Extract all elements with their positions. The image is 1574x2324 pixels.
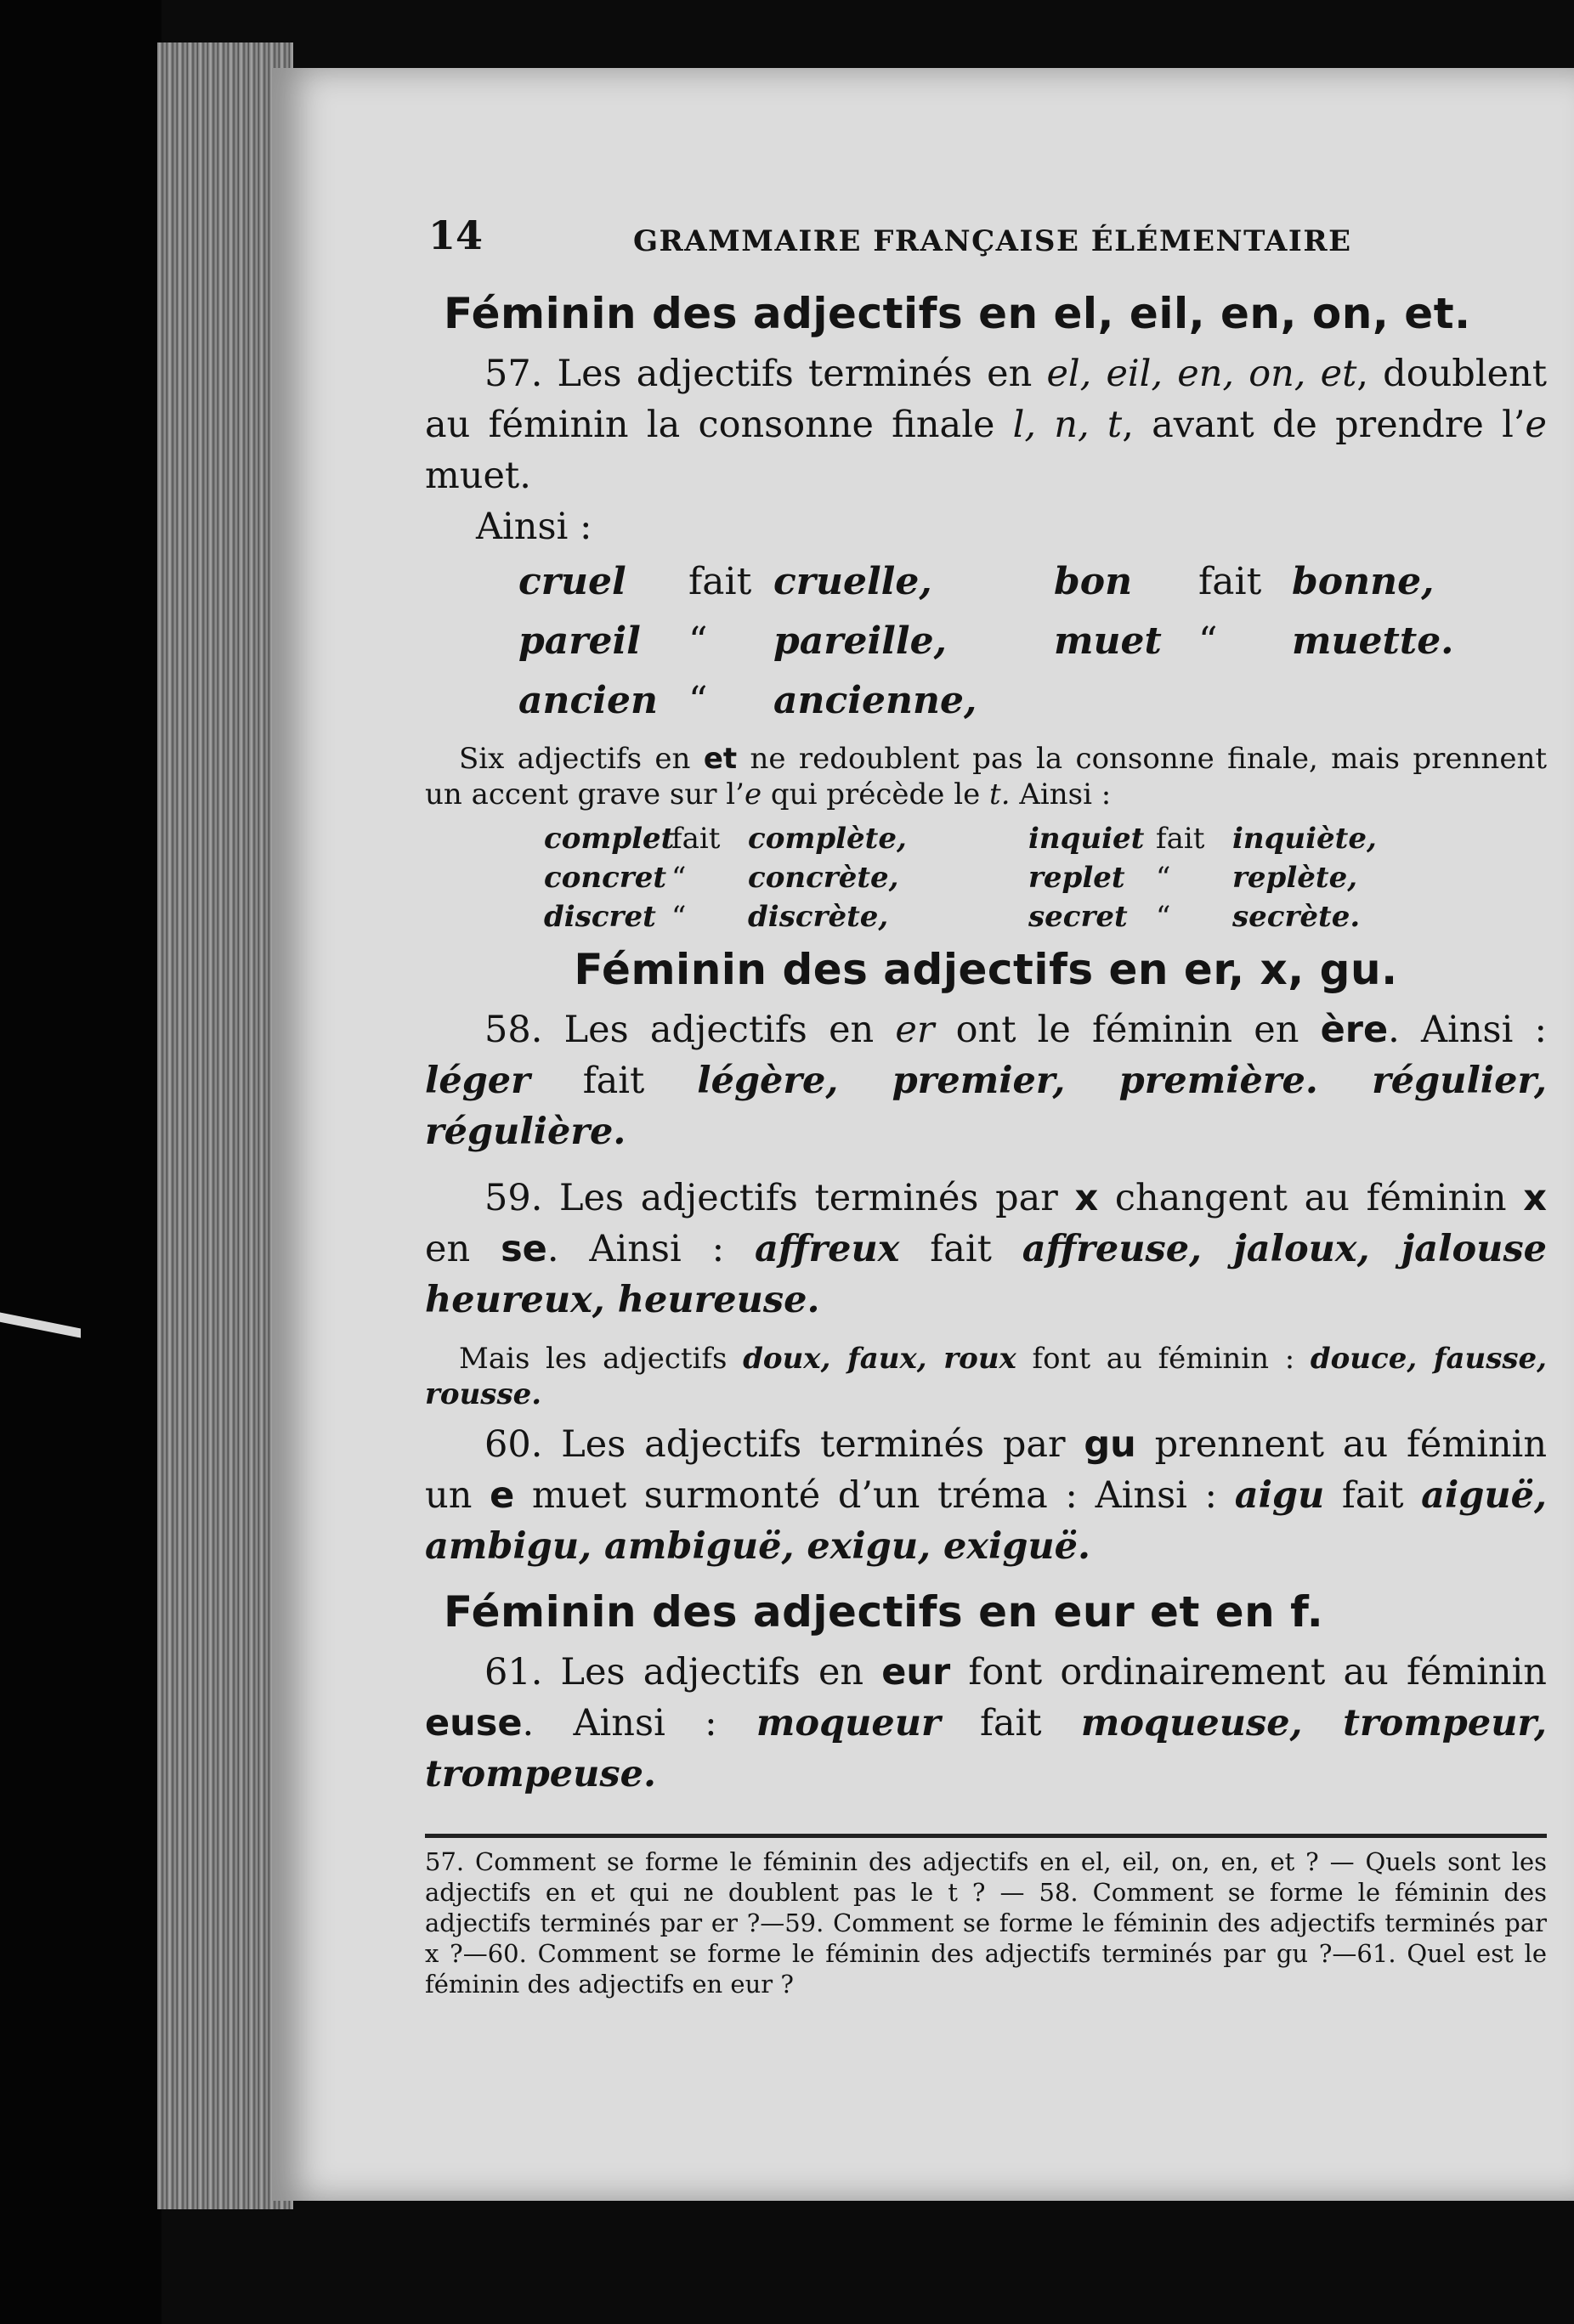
footnote-rule [425,1834,1547,1838]
examples-table [518,552,1547,731]
page-text [425,195,1547,1999]
running-title: GRAMMAIRE FRANÇAISE ÉLÉMENTAIRE [633,224,1352,258]
examples-table-2 [544,819,1547,936]
section-title-3: Féminin des adjectifs en eur et en f. [444,1587,1324,1637]
paragraph-57: 57. Les adjectifs terminés en el, eil, en, on, et, doublent au féminin la consonne finale l, n, t, avant de prendre l’e muet. [425,353,1547,497]
example-row: concret “ concrète, replet “ replète, [544,861,1358,895]
page-number: 14 [428,212,484,258]
example-row: cruel fait cruelle, bon fait bonne, [518,560,1435,603]
example-row: complet fait complète, inquiet fait inquiète, [544,822,1377,856]
example-row: discret “ discrète, secret “ secrète. [544,900,1361,934]
section-title-1: Féminin des adjectifs en el, eil, en, on, et. [444,289,1471,338]
section-title-2: Féminin des adjectifs en er, x, gu. [574,945,1398,994]
paragraph-59: 59. Les adjectifs terminés par x changent au féminin x en se. Ainsi : affreux fait affreuse, jaloux, jalouse heureux, heureuse. [425,1177,1548,1321]
example-row: ancien “ ancienne, [518,679,977,722]
example-row: pareil “ pareille, muet “ muette. [518,619,1454,663]
paragraph-61: 61. Les adjectifs en eur font ordinairement au féminin euse. Ainsi : moqueur fait moqueuse, trompeur, trompeuse. [425,1651,1547,1795]
footnote-questions: 57. Comment se forme le féminin des adjectifs en el, eil, on, en, et ? — Quels sont les adjectifs en et qui ne doublent pas le t ? — 58. Comment se forme le féminin des adjectifs terminés par er ?—59. Comment se forme le féminin des adjectifs terminés par x ?—60. Comment se forme le féminin des adjectifs terminés par gu ?—61. Quel est le féminin des adjectifs en eur ? [425,1847,1547,1999]
paragraph-58: 58. Les adjectifs en er ont le féminin en ère. Ainsi : léger fait légère, premier, première. régulier, régulière. [425,1009,1548,1153]
note-six-adjectifs: Six adjectifs en et ne redoublent pas la consonne finale, mais prennent un accent grave sur l’e qui précède le t. Ainsi : [425,742,1548,811]
paragraph-60: 60. Les adjectifs terminés par gu prennent au féminin un e muet surmonté d’un tréma : Ainsi : aigu fait aiguë, ambigu, ambiguë, exigu, exiguë. [425,1423,1548,1568]
ainsi-label: Ainsi : [476,506,592,548]
note-mais: Mais les adjectifs doux, faux, roux font au féminin : douce, fausse, rousse. [425,1342,1547,1411]
page-header [425,195,1547,280]
scan-border [0,0,161,2324]
